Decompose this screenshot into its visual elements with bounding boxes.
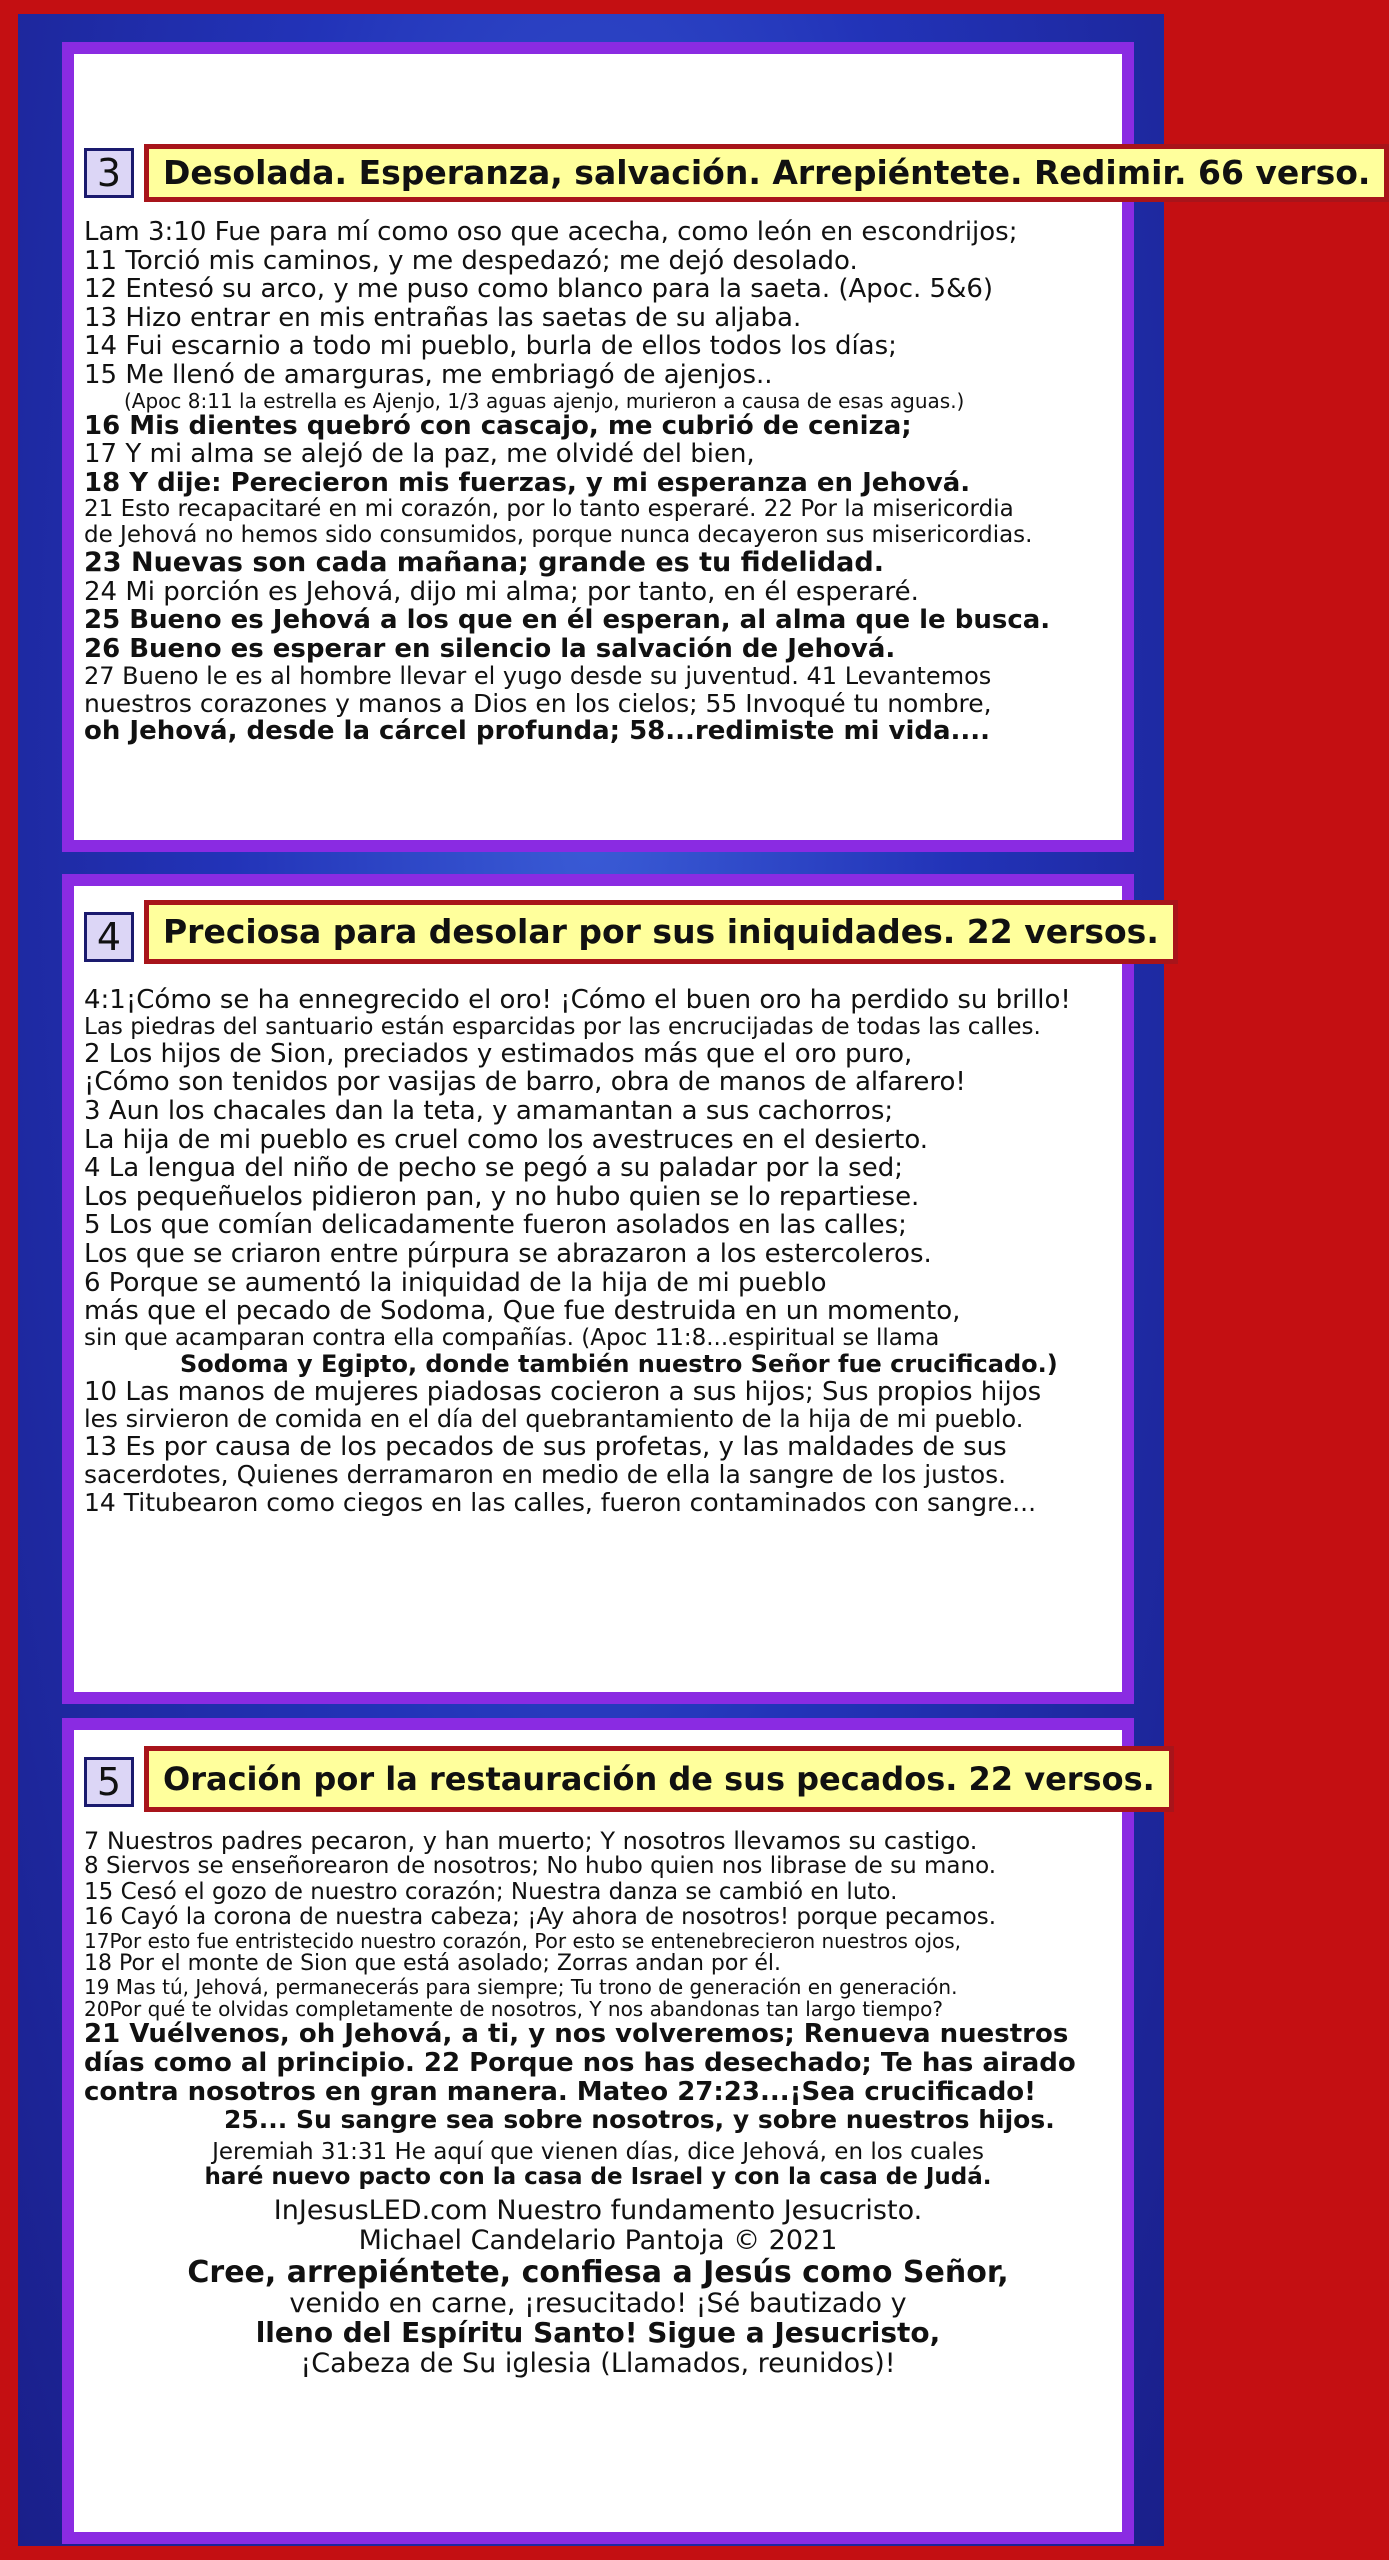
section-5-text bbox=[84, 1828, 1112, 2379]
closing-line: venido en carne, ¡resucitado! ¡Sé bautizado y bbox=[289, 2287, 907, 2319]
verse-line: 24 Mi porción es Jehová, dijo mi alma; por tanto, en él esperaré. bbox=[84, 576, 919, 607]
verse-line: de Jehová no hemos sido consumidos, porque nunca decayeron sus misericordias. bbox=[84, 521, 1033, 548]
verse-line: 13 Hizo entrar en mis entrañas las saetas de su aljaba. bbox=[84, 302, 802, 333]
verse-line: les sirvieron de comida en el día del quebrantamiento de la hija de mi pueblo. bbox=[84, 1405, 1024, 1434]
verse-line: ¡Cómo son tenidos por vasijas de barro, obra de manos de alfarero! bbox=[84, 1067, 966, 1098]
verse-line: La hija de mi pueblo es cruel como los avestruces en el desierto. bbox=[84, 1124, 929, 1155]
section-number: 5 bbox=[84, 1757, 134, 1807]
verse-line: Lam 3:10 Fue para mí como oso que acecha, como león en escondrijos; bbox=[84, 217, 1018, 247]
verse-line: 13 Es por causa de los pecados de sus profetas, y las maldades de sus bbox=[84, 1431, 1007, 1462]
closing-line: Cree, arrepiéntete, confiesa a Jesús como Señor, bbox=[187, 2254, 1009, 2290]
verse-note: (Apoc 8:11 la estrella es Ajenjo, 1/3 aguas ajenjo, murieron a causa de esas aguas.) bbox=[124, 388, 965, 413]
verse-line: 3 Aun los chacales dan la teta, y amamantan a sus cachorros; bbox=[84, 1096, 894, 1127]
verse-line: nuestros corazones y manos a Dios en los cielos; 55 Invoqué tu nombre, bbox=[84, 688, 992, 718]
verse-line: 16 Mis dientes quebró con cascajo, me cubrió de ceniza; bbox=[84, 410, 912, 441]
copyright-line: Michael Candelario Pantoja © 2021 bbox=[358, 2225, 838, 2257]
verse-line: 27 Bueno le es al hombre llevar el yugo desde su juventud. 41 Levantemos bbox=[84, 662, 992, 691]
verse-line: 14 Titubearon como ciegos en las calles, fueron contaminados con sangre... bbox=[84, 1487, 1037, 1517]
verse-line: 26 Bueno es esperar en silencio la salvación de Jehová. bbox=[84, 633, 896, 664]
verse-line: 15 Cesó el gozo de nuestro corazón; Nuestra danza se cambió en luto. bbox=[84, 1878, 898, 1905]
verse-line: Las piedras del santuario están esparcidas por las encrucijadas de todas las calles. bbox=[84, 1013, 1041, 1040]
section-3-text bbox=[84, 218, 1112, 746]
background-frame bbox=[18, 14, 1371, 2546]
verse-line: más que el pecado de Sodoma, Que fue destruida en un momento, bbox=[84, 1296, 961, 1327]
verse-note: Sodoma y Egipto, donde también nuestro Señor fue crucificado.) bbox=[180, 1350, 1058, 1379]
verse-line: 12 Entesó su arco, y me puso como blanco para la saeta. (Apoc. 5&6) bbox=[84, 274, 994, 305]
section-title: Oración por la restauración de sus pecados. 22 versos. bbox=[144, 1746, 1174, 1812]
section-title: Desolada. Esperanza, salvación. Arrepiéntete. Redimir. 66 verso. bbox=[144, 144, 1389, 202]
section-4-text bbox=[84, 986, 1112, 1516]
verse-line: 8 Siervos se enseñorearon de nosotros; No hubo quien nos librase de su mano. bbox=[84, 1853, 997, 1880]
section-5-panel bbox=[62, 1718, 1155, 2544]
verse-line: 4:1¡Cómo se ha ennegrecido el oro! ¡Cómo el buen oro ha perdido su brillo! bbox=[84, 985, 1071, 1015]
verse-line: 18 Y dije: Perecieron mis fuerzas, y mi esperanza en Jehová. bbox=[84, 467, 971, 498]
verse-line: días como al principio. 22 Porque nos has desechado; Te has airado bbox=[84, 2048, 1076, 2079]
section-title: Preciosa para desolar por sus iniquidades. 22 versos. bbox=[144, 900, 1178, 964]
verse-line: 17 Y mi alma se alejó de la paz, me olvidé del bien, bbox=[84, 439, 755, 470]
verse-line: 11 Torció mis caminos, y me despedazó; me dejó desolado. bbox=[84, 245, 858, 276]
closing-line: lleno del Espíritu Santo! Sigue a Jesucristo, bbox=[255, 2316, 941, 2350]
verse-line: oh Jehová, desde la cárcel profunda; 58...redimiste mi vida.... bbox=[84, 716, 991, 747]
section-number: 3 bbox=[84, 148, 134, 198]
section-4-panel bbox=[62, 874, 1159, 1704]
section-5-header bbox=[84, 1746, 1174, 1812]
verse-line: Los pequeñuelos pidieron pan, y no hubo quien se lo repartiese. bbox=[84, 1181, 920, 1212]
verse-line: 23 Nuevas son cada mañana; grande es tu fidelidad. bbox=[84, 546, 884, 578]
section-number: 4 bbox=[84, 912, 134, 962]
verse-line: 15 Me llenó de amarguras, me embriagó de ajenjos.. bbox=[84, 359, 773, 390]
section-4-header bbox=[84, 900, 1178, 964]
verse-line: 25 Bueno es Jehová a los que en él esperan, al alma que le busca. bbox=[84, 605, 1051, 636]
closing-line: ¡Cabeza de Su iglesia (Llamados, reunidos)! bbox=[300, 2348, 896, 2380]
verse-line: 21 Vuélvenos, oh Jehová, a ti, y nos volveremos; Renueva nuestros bbox=[84, 2019, 1069, 2050]
verse-line: 4 La lengua del niño de pecho se pegó a su paladar por la sed; bbox=[84, 1153, 903, 1184]
verse-line: 2 Los hijos de Sion, preciados y estimados más que el oro puro, bbox=[84, 1038, 913, 1069]
verse-reference: Jeremiah 31:31 He aquí que vienen días, dice Jehová, en los cuales bbox=[212, 2138, 984, 2165]
verse-line: 18 Por el monte de Sion que está asolado; Zorras andan por él. bbox=[84, 1951, 782, 1977]
website-line: InJesusLED.com Nuestro fundamento Jesucristo. bbox=[273, 2195, 923, 2227]
verse-line: 17Por esto fue entristecido nuestro corazón, Por esto se entenebrecieron nuestros ojos, bbox=[84, 1929, 962, 1954]
verse-line: 6 Porque se aumentó la iniquidad de la hija de mi pueblo bbox=[84, 1267, 827, 1298]
verse-line: 21 Esto recapacitaré en mi corazón, por lo tanto esperaré. 22 Por la misericordia bbox=[84, 496, 1014, 523]
verse-reference: haré nuevo pacto con la casa de Israel y con la casa de Judá. bbox=[204, 2164, 992, 2191]
verse-line: 7 Nuestros padres pecaron, y han muerto; Y nosotros llevamos su castigo. bbox=[84, 1827, 978, 1855]
section-3-header bbox=[84, 144, 1389, 202]
section-3-panel bbox=[62, 42, 1371, 852]
verse-line: sin que acamparan contra ella compañías. (Apoc 11:8...espiritual se llama bbox=[84, 1324, 940, 1351]
verse-line: 10 Las manos de mujeres piadosas cocieron a sus hijos; Sus propios hijos bbox=[84, 1376, 1042, 1407]
verse-line: 5 Los que comían delicadamente fueron asolados en las calles; bbox=[84, 1210, 907, 1241]
verse-line: contra nosotros en gran manera. Mateo 27:23...¡Sea crucificado! bbox=[84, 2076, 1037, 2107]
verse-line: 19 Mas tú, Jehová, permanecerás para siempre; Tu trono de generación en generación. bbox=[84, 1975, 958, 2000]
verse-line: 14 Fui escarnio a todo mi pueblo, burla de ellos todos los días; bbox=[84, 331, 897, 362]
verse-line: Los que se criaron entre púrpura se abrazaron a los estercoleros. bbox=[84, 1239, 932, 1270]
verse-line: 16 Cayó la corona de nuestra cabeza; ¡Ay ahora de nosotros! porque pecamos. bbox=[84, 1903, 997, 1930]
verse-line: 25... Su sangre sea sobre nosotros, y sobre nuestros hijos. bbox=[224, 2105, 1055, 2135]
verse-line: 20Por qué te olvidas completamente de nosotros, Y nos abandonas tan largo tiempo? bbox=[84, 1997, 943, 2022]
verse-line: sacerdotes, Quienes derramaron en medio de ella la sangre de los justos. bbox=[84, 1460, 1007, 1490]
